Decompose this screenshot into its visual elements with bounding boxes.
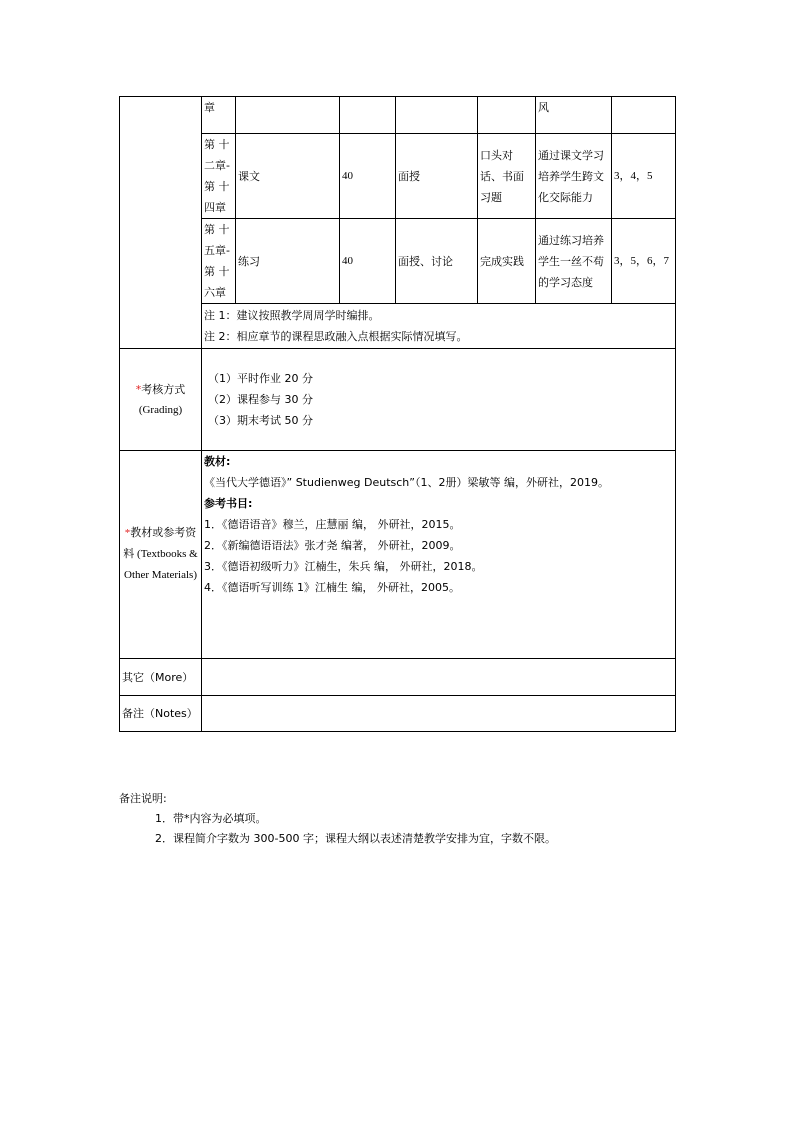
course-table	[119, 96, 676, 732]
schedule-note-2: 注 2：相应章节的课程思政融入点根据实际情况填写。	[204, 330, 468, 343]
assessment-cell	[478, 97, 536, 134]
grading-label-en: (Grading)	[138, 403, 183, 416]
goals-cell: 3，4，5	[612, 134, 676, 219]
schedule-label-cell	[120, 97, 202, 349]
content-cell: 课文	[236, 134, 340, 219]
chapter-cell: 第 十 二章-第 十 四章	[202, 134, 236, 219]
method-cell: 面授	[396, 134, 478, 219]
content-cell	[236, 97, 340, 134]
hours-cell: 40	[340, 134, 396, 219]
assessment-cell: 口头对话、书面习题	[478, 134, 536, 219]
notes-label: 备注（Notes）	[120, 696, 202, 732]
notes-row	[120, 696, 676, 732]
schedule-row	[120, 134, 676, 219]
ref-entry: 2．《新编德语语法》张才尧 编著， 外研社，2009。	[204, 539, 461, 552]
goals-cell: 3，5，6，7	[612, 219, 676, 304]
chapter-cell: 章	[202, 97, 236, 134]
footer-item: 1．带*内容为必填项。	[155, 812, 267, 825]
required-mark: *	[124, 527, 131, 539]
required-mark: *	[135, 382, 142, 396]
footer-title: 备注说明:	[119, 792, 167, 805]
grading-item: （3）期末考试 50 分	[208, 414, 313, 427]
schedule-note-1: 注 1：建议按照教学周周学时编排。	[204, 309, 380, 322]
method-cell: 面授、讨论	[396, 219, 478, 304]
content-cell: 练习	[236, 219, 340, 304]
more-row	[120, 659, 676, 696]
textbooks-label: *教材或参考资料 (Textbooks & Other Materials)	[120, 451, 202, 659]
schedule-row	[120, 219, 676, 304]
ref-entry: 3．《德语初级听力》江楠生，朱兵 编， 外研社，2018。	[204, 560, 483, 573]
hours-cell: 40	[340, 219, 396, 304]
textbook-heading: 教材:	[204, 455, 231, 468]
grading-item: （1）平时作业 20 分	[208, 372, 313, 385]
schedule-notes-row	[120, 304, 676, 349]
more-label: 其它（More）	[120, 659, 202, 696]
assessment-cell: 完成实践	[478, 219, 536, 304]
goals-cell	[612, 97, 676, 134]
textbook-entry: 《当代大学德语》” Studienweg Deutsch”（1、2册）梁敏等 编，外研社，2019。	[204, 476, 609, 489]
refs-heading: 参考书目:	[204, 497, 253, 510]
grading-items	[202, 349, 676, 451]
hours-cell	[340, 97, 396, 134]
objective-cell: 通过练习培养学生一丝不苟的学习态度	[536, 219, 612, 304]
footer-item: 2．课程简介字数为 300-500 字；课程大纲以表述清楚教学安排为宜，字数不限。	[155, 832, 556, 845]
textbooks-content	[202, 451, 676, 659]
schedule-row	[120, 97, 676, 134]
ref-entry: 1．《德语语音》穆兰，庄慧丽 编， 外研社，2015。	[204, 518, 461, 531]
grading-item: （2）课程参与 30 分	[208, 393, 313, 406]
grading-row	[120, 349, 676, 451]
method-cell	[396, 97, 478, 134]
footer-notes	[119, 789, 556, 849]
textbooks-row	[120, 451, 676, 659]
chapter-cell: 第 十 五章-第 十 六章	[202, 219, 236, 304]
more-value	[202, 659, 676, 696]
schedule-notes	[202, 304, 676, 349]
objective-cell: 通过课文学习培养学生跨文化交际能力	[536, 134, 612, 219]
objective-cell: 风	[536, 97, 612, 134]
grading-label: *考核方式 (Grading)	[120, 349, 202, 451]
ref-entry: 4．《德语听写训练 1》江楠生 编， 外研社，2005。	[204, 581, 460, 594]
notes-value	[202, 696, 676, 732]
